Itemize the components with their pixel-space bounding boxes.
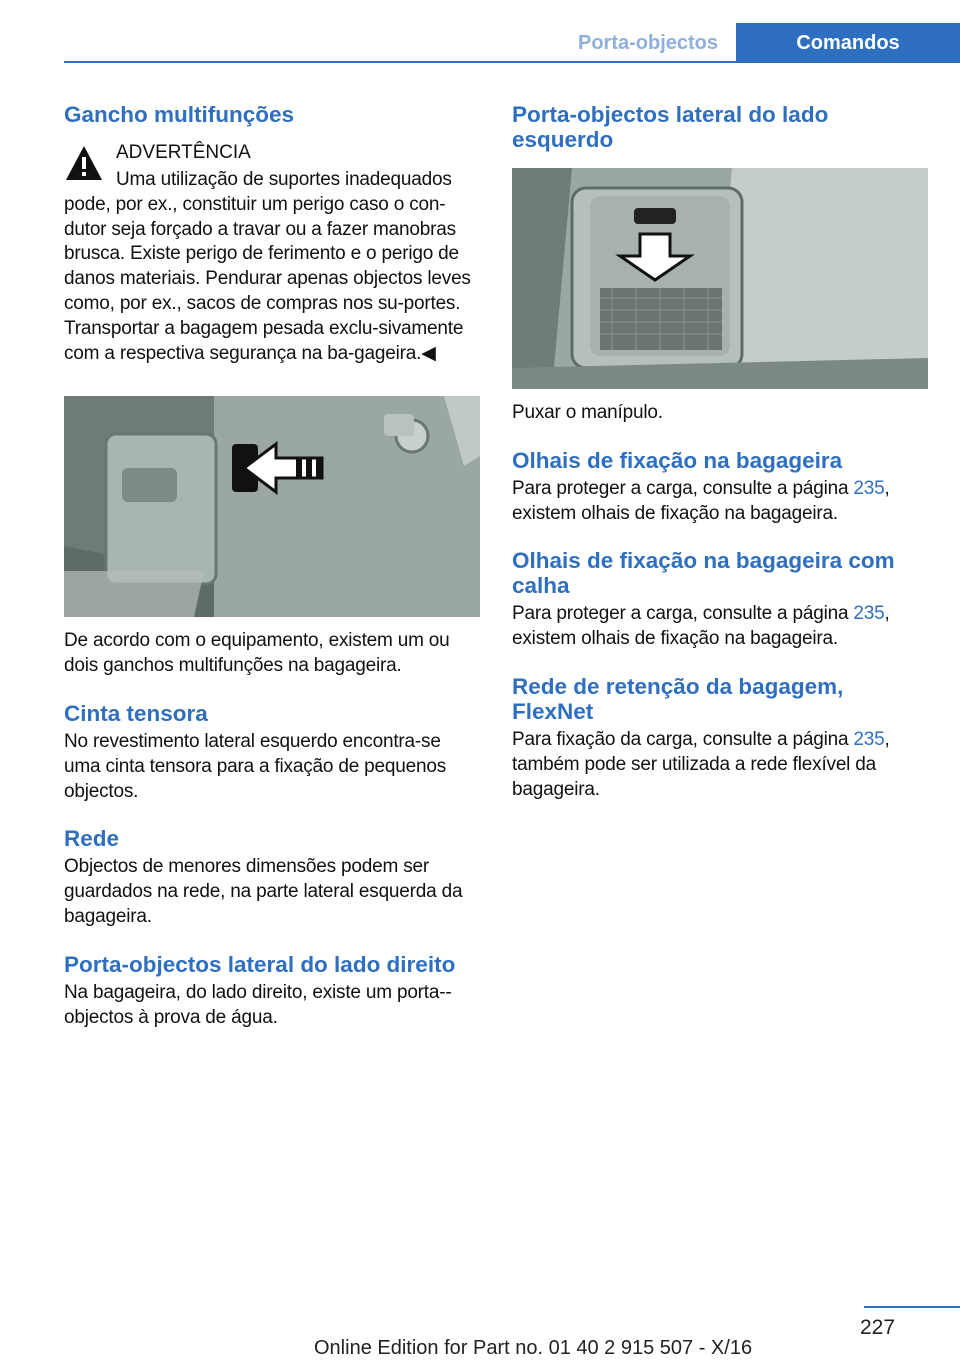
edition-footer: Online Edition for Part no. 01 40 2 915 507 - X/16 (314, 1337, 753, 1359)
heading-olhais-fixacao: Olhais de fixação na bagageira (512, 447, 843, 473)
flexnet-text: Para fixação da carga, consulte a página 235, também pode ser utilizada a rede flexível da bagageira. (512, 728, 890, 800)
page-link-235[interactable]: 235 (853, 603, 885, 625)
olhais-fixacao-text: Para proteger a carga, consulte a página 235, existem olhais de fixação na bagageira. (512, 477, 890, 524)
header-section-title: Porta-objectos (577, 32, 719, 54)
warning-text: pode, por ex., constituir um perigo caso o con‐dutor seja forçado a travar ou a fazer manobras brusca. Existe perigo de ferimento e o perigo de danos materiais. Pendurar apenas objectos leves como, por ex., sacos de compras nos su‐portes. Transportar a bagagem pesada exclu‐sivamente com a respectiva segurança na ba‐gageira.◀ (64, 193, 471, 364)
heading-cinta-tensora: Cinta tensora (64, 700, 208, 726)
warning-triangle-icon (64, 143, 104, 183)
warning-title: ADVERTÊNCIA (116, 142, 251, 163)
heading-rede: Rede (64, 826, 120, 852)
porta-objectos-direito-text: Na bagageira, do lado direito, existe um porta--objectos à prova de água. (64, 981, 452, 1028)
multifunction-hook-photo (64, 396, 480, 617)
hook-caption: De acordo com o equipamento, existem um ou dois ganchos multifunções na bagageira. (64, 630, 450, 677)
warning-block (64, 139, 480, 193)
header-rule (64, 61, 960, 63)
page-link-235[interactable]: 235 (853, 477, 885, 499)
heading-porta-objectos-esquerdo: Porta-objectos lateral do lado esquerdo (512, 102, 829, 152)
olhais-calha-text: Para proteger a carga, consulte a página 235, existem olhais de fixação na bagageira. (512, 603, 890, 650)
heading-flexnet: Rede de retenção da bagagem, FlexNet (512, 673, 844, 724)
heading-olhais-calha: Olhais de fixação na bagageira com calha (512, 548, 895, 599)
page-link-235[interactable]: 235 (853, 728, 885, 750)
right-column (512, 102, 928, 802)
heading-gancho: Gancho multifunções (64, 102, 295, 127)
left-side-compartment-photo (512, 168, 928, 389)
cinta-tensora-text: No revestimento lateral esquerdo encontra-se uma cinta tensora para a fixação de pequenos objectos. (64, 730, 447, 802)
heading-porta-objectos-direito: Porta-objectos lateral do lado direito (64, 951, 456, 977)
compartment-caption: Puxar o manípulo. (512, 402, 663, 423)
header-chapter-tab: Comandos (736, 23, 960, 63)
left-column (64, 102, 480, 1030)
footer-rule (864, 1306, 960, 1308)
page-number: 227 (860, 1316, 896, 1339)
rede-text: Objectos de menores dimensões podem ser guardados na rede, na parte lateral esquerda da bagageira. (64, 856, 463, 927)
warning-first-line: Uma utilização de suportes inadequados (116, 169, 452, 190)
